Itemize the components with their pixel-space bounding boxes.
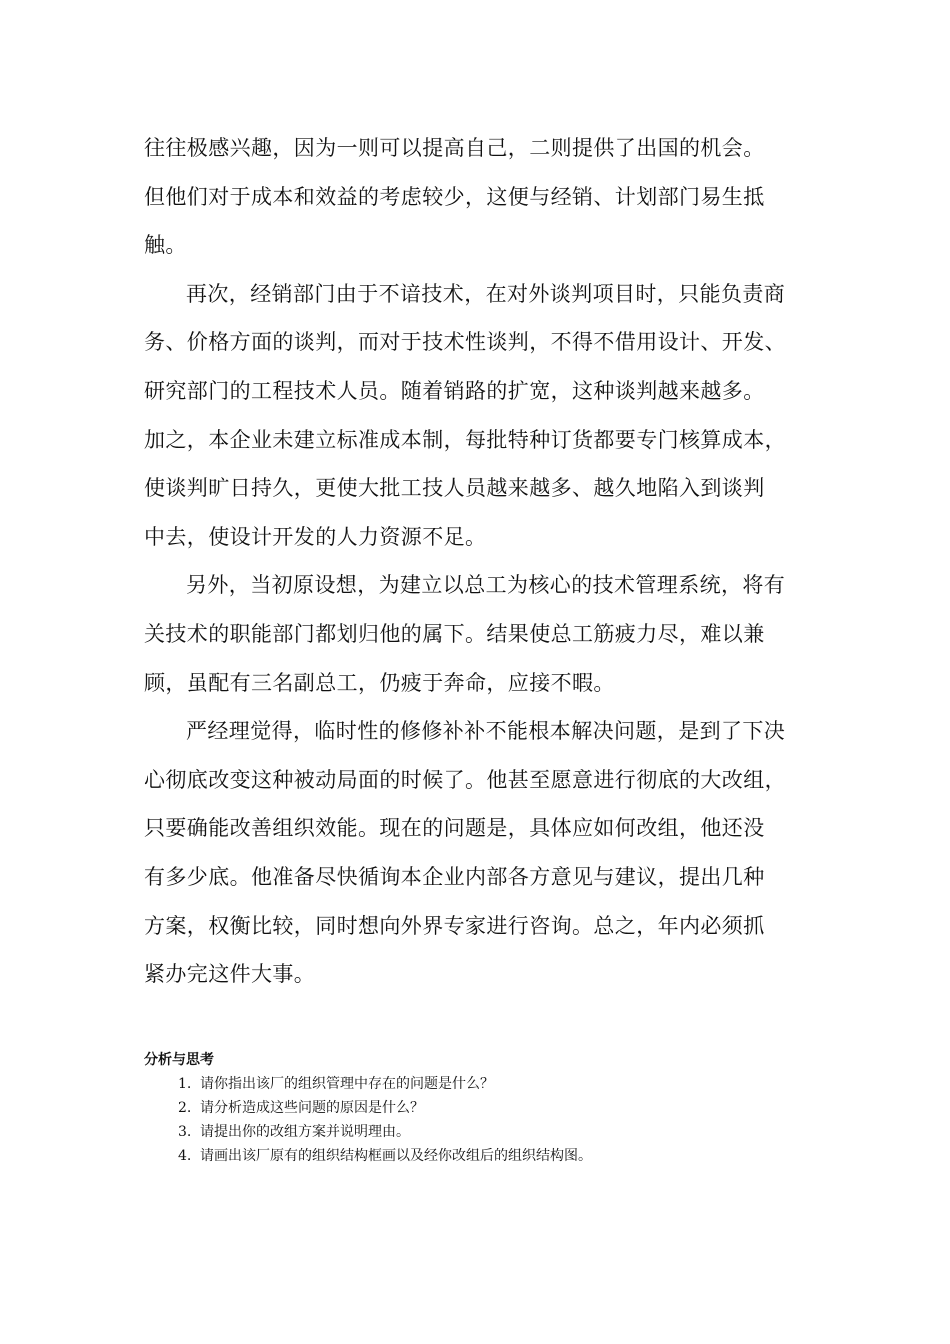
- text-line: 使谈判旷日持久，更使大批工技人员越来越多、越久地陷入到谈判: [144, 476, 765, 501]
- text-line: 只要确能改善组织效能。现在的问题是，具体应如何改组，他还没: [144, 816, 765, 841]
- text-line: 严经理觉得，临时性的修修补补不能根本解决问题，是到了下决: [186, 719, 786, 744]
- article-body: [144, 124, 834, 999]
- text-line: 心彻底改变这种被动局面的时候了。他甚至愿意进行彻底的大改组，: [144, 767, 786, 792]
- analysis-questions: [144, 1048, 844, 1168]
- text-line: 有多少底。他准备尽快循询本企业内部各方意见与建议，提出几种: [144, 864, 765, 889]
- text-line: 关技术的职能部门都划归他的属下。结果使总工筋疲力尽，难以兼: [144, 621, 765, 646]
- paragraph-4: [144, 707, 834, 999]
- question-text: 请你指出该厂的组织管理中存在的问题是什么？: [200, 1076, 494, 1092]
- text-line: 紧办完这件大事。: [144, 962, 316, 987]
- paragraph-2: [144, 270, 834, 562]
- text-line: 研究部门的工程技术人员。随着销路的扩宽，这种谈判越来越多。: [144, 378, 765, 403]
- question-text: 请分析造成这些问题的原因是什么？: [200, 1100, 424, 1116]
- question-number: 3.: [178, 1124, 192, 1140]
- question-number: 1.: [178, 1076, 192, 1092]
- text-line: 再次，经销部门由于不谙技术，在对外谈判项目时，只能负责商: [186, 281, 786, 306]
- question-text: 请画出该厂原有的组织结构框画以及经你改组后的组织结构图。: [200, 1148, 592, 1164]
- text-line: 方案，权衡比较，同时想向外界专家进行咨询。总之，年内必须抓: [144, 913, 765, 938]
- text-line: 但他们对于成本和效益的考虑较少，这便与经销、计划部门易生抵: [144, 184, 765, 209]
- paragraph-3: [144, 561, 834, 707]
- questions-list: [144, 1072, 844, 1168]
- list-item: [144, 1144, 844, 1168]
- text-line: 另外，当初原设想，为建立以总工为核心的技术管理系统，将有: [186, 573, 786, 598]
- question-number: 4.: [178, 1148, 192, 1164]
- text-line: 加之，本企业未建立标准成本制，每批特种订货都要专门核算成本，: [144, 427, 786, 452]
- list-item: [144, 1072, 844, 1096]
- question-number: 2.: [178, 1100, 192, 1116]
- text-line: 务、价格方面的谈判，而对于技术性谈判，不得不借用设计、开发、: [144, 330, 786, 355]
- list-item: [144, 1120, 844, 1144]
- list-item: [144, 1096, 844, 1120]
- text-line: 往往极感兴趣，因为一则可以提高自己，二则提供了出国的机会。: [144, 136, 765, 160]
- text-line: 中去，使设计开发的人力资源不足。: [144, 524, 487, 549]
- paragraph-1: [144, 124, 834, 270]
- text-line: 顾，虽配有三名副总工，仍疲于奔命，应接不暇。: [144, 670, 615, 695]
- questions-heading: 分析与思考: [144, 1052, 214, 1068]
- text-line: 触。: [144, 233, 187, 258]
- question-text: 请提出你的改组方案并说明理由。: [200, 1124, 410, 1140]
